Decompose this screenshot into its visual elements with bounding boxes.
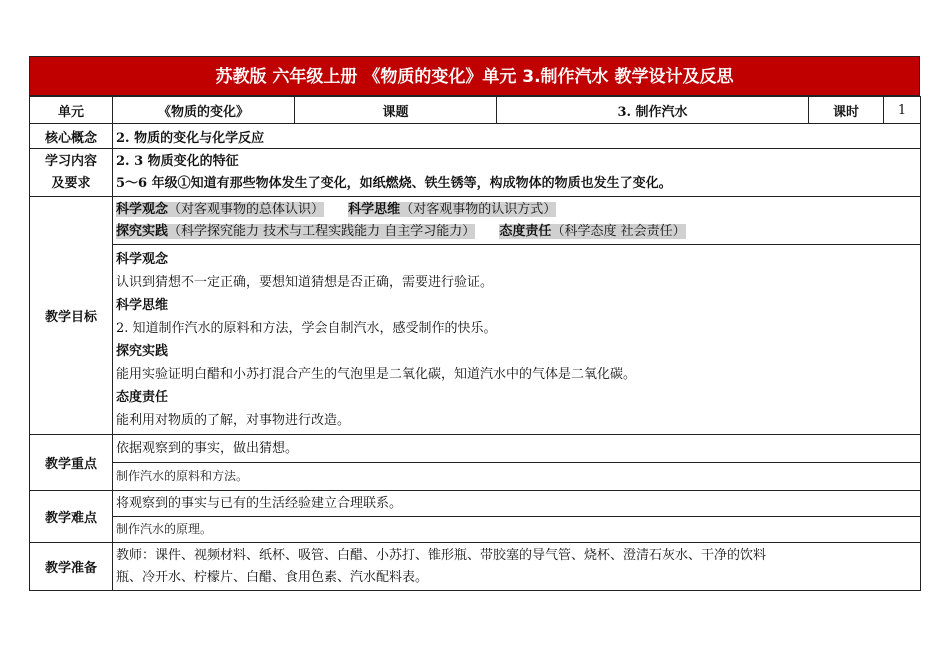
period-value: 1 (884, 97, 921, 124)
lesson-label: 课题 (295, 97, 497, 124)
goal-thinking-heading: 科学思维 (116, 297, 169, 313)
lesson-value: 3. 制作汽水 (497, 97, 809, 124)
learning-line1: 2. 3 物质变化的特征 (116, 153, 239, 169)
goals-label: 教学目标 (30, 197, 113, 435)
difficulties-content (113, 491, 921, 543)
lesson-plan-table (29, 96, 921, 591)
legend-thinking-title: 科学思维 (348, 201, 401, 217)
goals-detail (113, 245, 921, 435)
learning-label-line2: 及要求 (51, 175, 91, 191)
core-concept-row (30, 124, 921, 149)
goal-idea-text: 认识到猜想不一定正确，要想知道猜想是否正确，需要进行验证。 (116, 274, 494, 290)
learning-label-line1: 学习内容 (44, 153, 97, 169)
key-points-row (30, 435, 921, 491)
goal-practice-text: 能用实验证明白醋和小苏打混合产生的气泡里是二氧化碳，知道汽水中的气体是二氧化碳。 (116, 366, 637, 382)
unit-label: 单元 (30, 97, 113, 124)
difficulties-line1: 将观察到的事实与已有的生活经验建立合理联系。 (116, 496, 403, 511)
key-points-label: 教学重点 (30, 435, 113, 491)
goal-thinking-text: 2. 知道制作汽水的原料和方法，学会自制汽水，感受制作的快乐。 (116, 320, 497, 336)
goal-attitude-heading: 态度责任 (116, 389, 169, 405)
legend-line1 (116, 199, 917, 221)
learning-label (30, 149, 113, 197)
legend-attitude (499, 224, 685, 239)
lesson-plan-document (29, 56, 920, 591)
preparation-label: 教学准备 (30, 543, 113, 591)
preparation-line1: 教师：课件、视频材料、纸杯、吸管、白醋、小苏打、锥形瓶、带胶塞的导气管、烧杯、澄清石灰水、干净的饮料 (116, 547, 767, 563)
legend-practice-desc: （科学探究能力 技术与工程实践能力 自主学习能力） (168, 223, 476, 239)
preparation-content (113, 543, 921, 591)
legend-line2 (116, 221, 917, 243)
goals-legend (113, 197, 921, 245)
header-row (30, 97, 921, 124)
goal-idea-heading: 科学观念 (116, 251, 169, 267)
goal-practice-heading: 探究实践 (116, 343, 169, 359)
legend-attitude-title: 态度责任 (499, 223, 552, 239)
legend-practice-title: 探究实践 (116, 223, 169, 239)
goal-attitude-text: 能利用对物质的了解，对事物进行改造。 (116, 412, 351, 428)
legend-idea-desc: （对客观事物的总体认识） (168, 201, 325, 217)
core-concept-value: 2. 物质的变化与化学反应 (113, 124, 921, 149)
document-title: 苏教版 六年级上册 《物质的变化》单元 3.制作汽水 教学设计及反思 (29, 56, 920, 96)
legend-thinking (348, 202, 556, 217)
legend-practice (116, 224, 475, 239)
core-concept-label: 核心概念 (30, 124, 113, 149)
unit-value: 《物质的变化》 (113, 97, 295, 124)
preparation-row (30, 543, 921, 591)
difficulties-label: 教学难点 (30, 491, 113, 543)
difficulties-row (30, 491, 921, 543)
key-points-content (113, 435, 921, 491)
legend-idea-title: 科学观念 (116, 201, 169, 217)
key-points-line2: 制作汽水的原料和方法。 (113, 462, 920, 490)
goals-legend-row (30, 197, 921, 245)
legend-attitude-desc: （科学态度 社会责任） (551, 223, 686, 239)
learning-line2: 5～6 年级①知道有那些物体发生了变化，如纸燃烧、铁生锈等，构成物体的物质也发生了变化。 (116, 175, 672, 191)
learning-row (30, 149, 921, 197)
period-label: 课时 (809, 97, 884, 124)
learning-content (113, 149, 921, 197)
legend-idea (116, 202, 324, 217)
key-points-line1: 依据观察到的事实，做出猜想。 (116, 441, 299, 456)
goals-detail-row (30, 245, 921, 435)
preparation-line2: 瓶、冷开水、柠檬片、白醋、食用色素、汽水配料表。 (116, 569, 429, 585)
difficulties-line2: 制作汽水的原理。 (113, 516, 920, 542)
legend-thinking-desc: （对客观事物的认识方式） (400, 201, 557, 217)
